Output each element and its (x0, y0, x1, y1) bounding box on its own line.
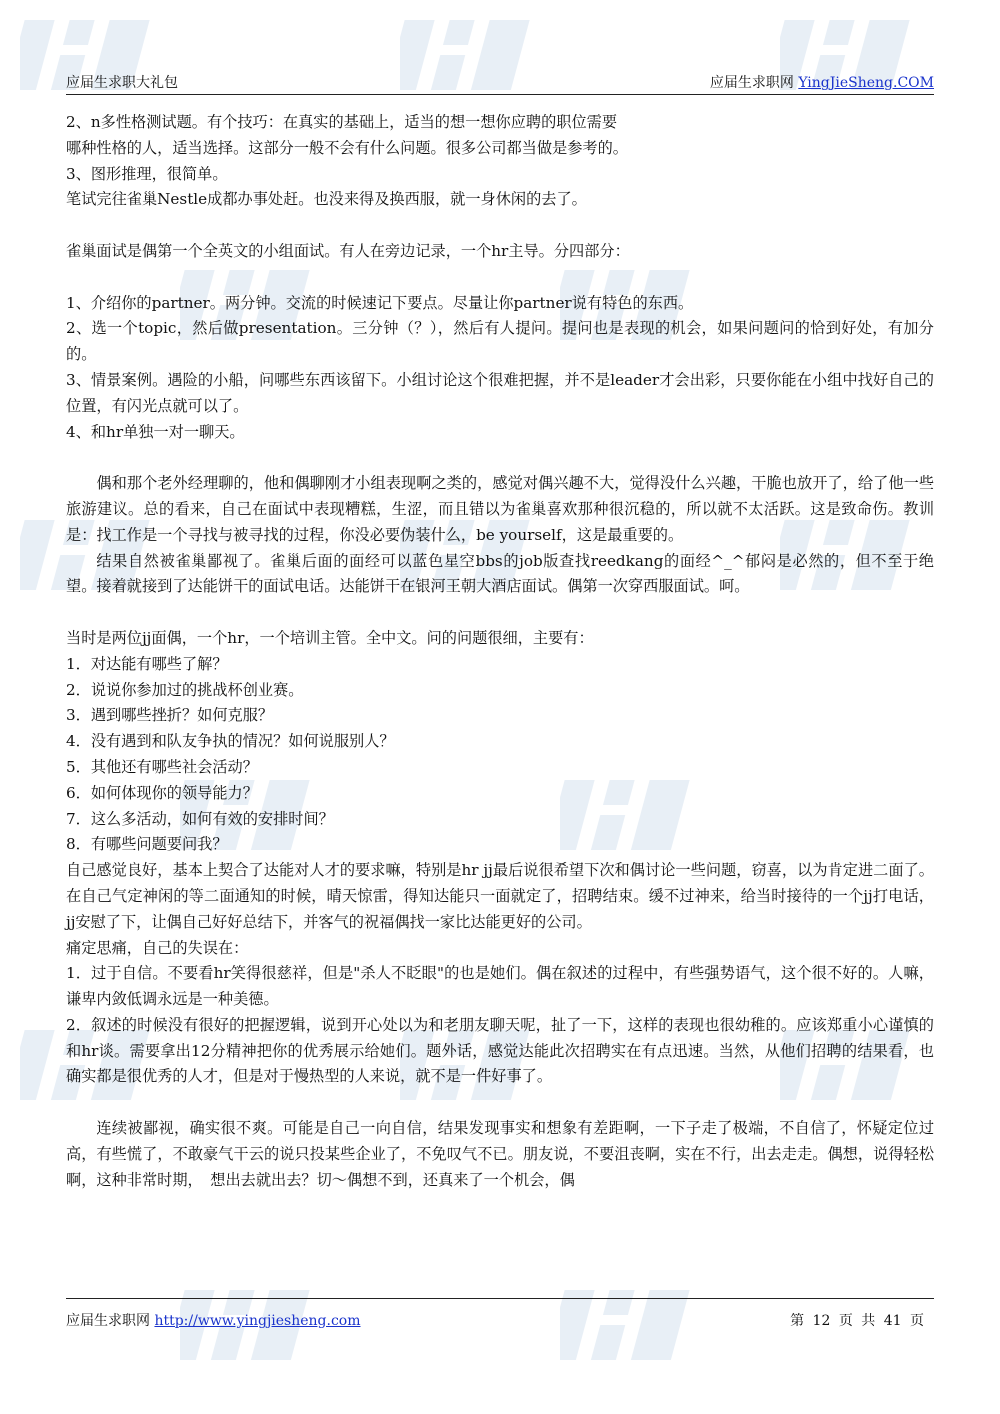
header-divider (66, 94, 934, 95)
paragraph: 2、选一个topic，然后做presentation。三分钟（？），然后有人提问。提问也是表现的机会，如果问题问的恰到好处，有加分的。 (66, 319, 934, 364)
page-footer (66, 1310, 934, 1332)
footer-site-link[interactable]: http://www.yingjiesheng.com (154, 1313, 361, 1329)
paragraph: 结果自然被雀巢鄙视了。雀巢后面的面经可以蓝色星空bbs的job版查找reedkang的面经^_^郁闷是必然的，但不至于绝望。接着就接到了达能饼干的面试电话。达能饼干在银河王朝大酒店面试。偶第一次穿西服面试。呵。 (66, 551, 934, 596)
paragraph: 雀巢面试是偶第一个全英文的小组面试。有人在旁边记录，一个hr主导。分四部分： (66, 241, 630, 260)
blank-line (66, 1090, 934, 1116)
header-site-link[interactable]: YingJieSheng.COM (798, 75, 934, 91)
header-title: 应届生求职大礼包 (66, 75, 178, 91)
footer-site (66, 1310, 361, 1330)
paragraph: 哪种性格的人，适当选择。这部分一般不会有什么问题。很多公司都当做是参考的。 (66, 138, 628, 157)
list-item: 5．其他还有哪些社会活动？ (66, 757, 258, 776)
paragraph: 1、介绍你的partner。两分钟。交流的时候速记下要点。尽量让你partner说有特色的东西。 (66, 293, 694, 312)
list-item: 6．如何体现你的领导能力？ (66, 783, 258, 802)
paragraph: 3、图形推理，很简单。 (66, 164, 228, 183)
list-item: 2．说说你参加过的挑战杯创业赛。 (66, 680, 304, 699)
paragraph: 当时是两位jj面偶，一个hr，一个培训主管。全中文。问的问题很细，主要有： (66, 628, 594, 647)
paragraph: 痛定思痛，自己的失误在： (66, 938, 249, 957)
page-header (66, 72, 934, 94)
footer-site-label: 应届生求职网 (66, 1313, 155, 1329)
paragraph: 连续被鄙视，确实很不爽。可能是自己一向自信，结果发现事实和想象有差距啊，一下子走了极端，不自信了，怀疑定位过高，有些慌了，不敢豪气干云的说只投某些企业了，不免叹气不已。朋友说，不要沮丧啊，实在不行，出去走走。偶想，说得轻松啊，这种非常时期， 想出去就出去？切～偶想不到，还真来了一个机会，偶 (66, 1119, 934, 1189)
blank-line (66, 445, 934, 471)
paragraph: 3、情景案例。遇险的小船，问哪些东西该留下。小组讨论这个很难把握，并不是leader才会出彩，只要你能在小组中找好自己的位置，有闪光点就可以了。 (66, 370, 934, 415)
footer-divider (66, 1298, 934, 1299)
list-item: 1．过于自信。不要看hr笑得很慈祥，但是"杀人不眨眼"的也是她们。偶在叙述的过程中，有些强势语气，这个很不好的。人嘛，谦卑内敛低调永远是一种美德。 (66, 964, 934, 1009)
header-site-label: 应届生求职网 (709, 75, 799, 91)
paragraph: 2、n多性格测试题。有个技巧：在真实的基础上，适当的想一想你应聘的职位需要 (66, 113, 618, 131)
header-site (710, 72, 934, 92)
list-item: 3．遇到哪些挫折？如何克服？ (66, 706, 274, 725)
list-item: 4．没有遇到和队友争执的情况？如何说服别人？ (66, 732, 395, 751)
blank-line (66, 600, 934, 626)
document-body (66, 110, 934, 1193)
page-number: 第 12 页 共 41 页 (790, 1313, 924, 1329)
blank-line (66, 213, 934, 239)
list-item: 1．对达能有哪些了解？ (66, 654, 228, 673)
list-item: 2．叙述的时候没有很好的把握逻辑，说到开心处以为和老朋友聊天呢，扯了一下，这样的表现也很幼稚的。应该郑重小心谨慎的和hr谈。需要拿出12分精神把你的优秀展示给她们。题外话，感觉达能此次招聘实在有点迅速。当然，从他们招聘的结果看，也确实都是很优秀的人才，但是对于慢热型的人来说，就不是一件好事了。 (66, 1015, 934, 1086)
paragraph: 笔试完往雀巢Nestle成都办事处赶。也没来得及换西服，就一身休闲的去了。 (66, 190, 587, 209)
list-item: 8．有哪些问题要问我？ (66, 835, 228, 854)
paragraph: 4、和hr单独一对一聊天。 (66, 422, 245, 441)
paragraph: 偶和那个老外经理聊的，他和偶聊刚才小组表现啊之类的，感觉对偶兴趣不大，觉得没什么兴趣，干脆也放开了，给了他一些旅游建议。总的看来，自己在面试中表现糟糕，生涩，而且错以为雀巢喜欢那种很沉稳的，所以就不太活跃。这是致命伤。教训是：找工作是一个寻找与被寻找的过程，你没必要伪装什么，be yourself，这是最重要的。 (66, 474, 934, 544)
blank-line (66, 265, 934, 291)
paragraph: 自己感觉良好，基本上契合了达能对人才的要求嘛，特别是hr jj最后说很希望下次和偶讨论一些问题，窃喜，以为肯定进二面了。在自己气定神闲的等二面通知的时候，晴天惊雷，得知达能只一面就定了，招聘结束。缓不过神来，给当时接待的一个jj打电话，jj安慰了下，让偶自己好好总结下，并客气的祝福偶找一家比达能更好的公司。 (66, 861, 934, 931)
list-item: 7．这么多活动，如何有效的安排时间？ (66, 809, 334, 828)
